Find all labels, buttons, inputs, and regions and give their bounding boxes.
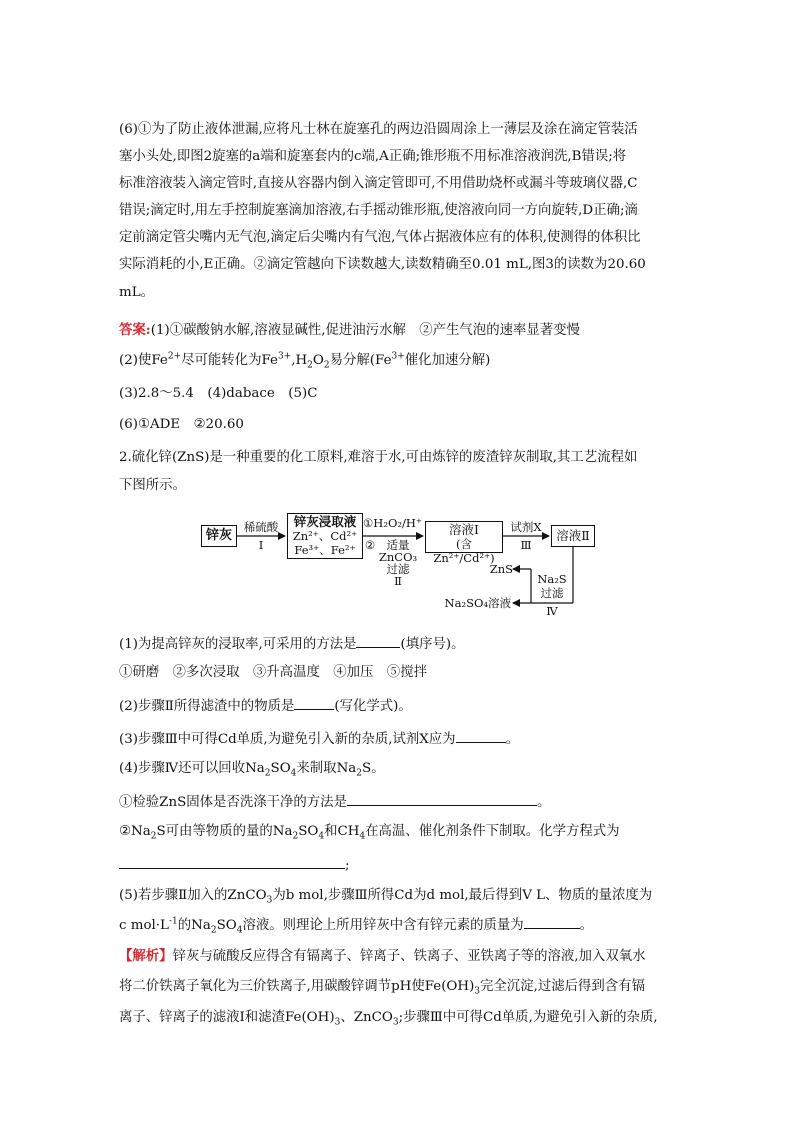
subscript: 4 xyxy=(359,831,366,842)
subscript: 2 xyxy=(307,360,313,371)
arrow-label: 过滤 xyxy=(386,562,410,576)
answer-line xyxy=(119,321,580,340)
question-line xyxy=(119,760,385,778)
answer-text: (1)①碳酸钠水解,溶液显碱性,促进油污水解 ②产生气泡的速率显著变慢 xyxy=(150,323,580,338)
product-na2so4: Na₂SO₄溶液 xyxy=(444,596,511,610)
question-line: ①研磨 ②多次浸取 ③升高温度 ④加压 ⑤搅拌 xyxy=(119,665,427,680)
answer-blank[interactable] xyxy=(294,696,334,710)
analysis-line xyxy=(119,978,645,996)
question-line xyxy=(119,729,519,749)
product-zns: ZnS xyxy=(489,562,513,576)
text-span: 锌灰与硫酸反应得含有镉离子、锌离子、铁离子、亚铁离子等的溶液,加入双氧水 xyxy=(172,949,646,964)
text-span: 。 xyxy=(536,795,551,810)
text-span: (3)步骤Ⅲ中可得Cd单质,为避免引入新的杂质,试剂X应为 xyxy=(119,732,456,747)
text-line: (6)①为了防止液体泄漏,应将凡士林在旋塞孔的两边沿圆周涂上一薄层及涂在滴定管装活 xyxy=(119,122,638,137)
text-span: 在高温、催化剂条件下制取。化学方程式为 xyxy=(365,824,620,839)
text-line: 标准溶液装入滴定管时,直接从容器内倒入滴定管即可,不用借助烧杯或漏斗等玻璃仪器,C xyxy=(119,176,638,191)
answer-line: (3)2.8～5.4 (4)dabace (5)C xyxy=(119,386,318,401)
arrow-label: ①H₂O₂/H⁺ xyxy=(363,516,422,530)
text-span: 催化加速分解) xyxy=(404,353,491,368)
text-span: ; xyxy=(345,858,350,873)
text-span: SO xyxy=(270,761,291,776)
leach-solution-box xyxy=(287,513,363,559)
text-span: ,H xyxy=(291,353,308,368)
answer-blank[interactable] xyxy=(119,855,345,869)
text-span: S可由等物质的量的Na xyxy=(156,824,293,839)
answer-line xyxy=(119,352,490,370)
subscript: 2 xyxy=(150,831,157,842)
superscript: 3+ xyxy=(391,351,405,362)
leach-ions: Fe³⁺、Fe²⁺ xyxy=(294,543,356,557)
text-line: 实际消耗的小,E正确。②滴定管越向下读数越大,读数精确至0.01 mL,图3的读数为20.60 xyxy=(119,257,646,272)
text-span: (2)步骤Ⅱ所得滤渣中的物质是 xyxy=(119,699,295,714)
text-span: ②Na xyxy=(119,824,151,839)
subscript: 4 xyxy=(236,925,243,936)
answer-blank[interactable] xyxy=(456,729,506,743)
text-span: O xyxy=(312,353,324,368)
text-span: c mol·L xyxy=(119,918,169,933)
subscript: 2 xyxy=(356,768,363,779)
answer-blank[interactable] xyxy=(347,792,537,806)
text-span: 离子、锌离子的滤液Ⅰ和滤渣Fe(OH) xyxy=(119,1010,335,1025)
superscript: 2+ xyxy=(167,351,182,362)
question-line xyxy=(119,887,652,905)
text-span: 来制取Na xyxy=(296,761,357,776)
question-line xyxy=(119,792,550,812)
reagent-label: 过滤 xyxy=(540,586,564,600)
arrow-label: Ⅰ xyxy=(258,538,264,552)
zinc-ash-box: 锌灰 xyxy=(201,525,237,547)
text-span: (4)步骤Ⅳ还可以回收Na xyxy=(119,761,265,776)
text-span: 溶液。则理论上所用锌灰中含有锌元素的质量为 xyxy=(242,918,524,933)
subscript: 2 xyxy=(292,831,299,842)
reagent-label: Ⅳ xyxy=(546,604,558,618)
arrow-label: Ⅲ xyxy=(520,538,532,552)
subscript: 3 xyxy=(334,1017,341,1028)
solution-1-ions: (含Zn²⁺/Cd²⁺) xyxy=(433,537,495,565)
text-span: 易分解(Fe xyxy=(329,353,392,368)
question-line xyxy=(119,855,350,875)
text-span: 完全沉淀,过滤后得到含有镉 xyxy=(480,979,645,994)
text-line: 错误;滴定时,用左手控制旋塞滴加溶液,右手摇动锥形瓶,使溶液向同一方向旋转,D正确;滴 xyxy=(119,203,638,218)
solution-1-box xyxy=(425,521,503,565)
analysis-line xyxy=(119,1009,658,1027)
process-flow-diagram xyxy=(201,503,596,620)
subscript: 4 xyxy=(318,831,325,842)
question-line: 下图所示。 xyxy=(119,478,186,493)
question-line: 2.硫化锌(ZnS)是一种重要的化工原料,难溶于水,可由炼锌的废渣锌灰制取,其工艺流程如 xyxy=(119,450,638,465)
answer-blank[interactable] xyxy=(356,634,400,648)
text-span: (5)若步骤Ⅱ加入的ZnCO xyxy=(119,888,267,903)
text-span: (1)为提高锌灰的浸取率,可采用的方法是 xyxy=(119,637,357,652)
text-span: (填序号)。 xyxy=(400,637,465,652)
arrow-label: Ⅱ xyxy=(394,574,402,588)
arrow-label: 稀硫酸 xyxy=(243,520,279,534)
text-span: (写化学式)。 xyxy=(334,699,412,714)
question-line xyxy=(119,634,465,654)
text-line: 定前滴定管尖嘴内无气泡,滴定后尖嘴内有气泡,气体占据液体应有的体积,使测得的体积比 xyxy=(119,230,641,245)
text-span: 和CH xyxy=(324,824,360,839)
text-span: 为b mol,步骤Ⅲ所得Cd为d mol,最后得到V L、物质的量浓度为 xyxy=(272,888,653,903)
subscript: 3 xyxy=(474,986,481,997)
subscript: 2 xyxy=(210,925,217,936)
solution-1-title: 溶液Ⅰ xyxy=(449,522,479,537)
text-span: ;步骤Ⅲ中可得Cd单质,为避免引入新的杂质, xyxy=(398,1010,658,1025)
question-line xyxy=(119,823,620,841)
subscript: 4 xyxy=(290,768,297,779)
text-span: (2)使Fe xyxy=(119,353,168,368)
subscript: 3 xyxy=(266,895,273,906)
text-span: ①检验ZnS固体是否洗涤干净的方法是 xyxy=(119,795,347,810)
reagent-label: Na₂S xyxy=(537,572,567,586)
text-span: SO xyxy=(298,824,319,839)
answer-line: (6)①ADE ②20.60 xyxy=(119,417,244,432)
superscript: -1 xyxy=(168,916,178,927)
text-span: SO xyxy=(216,918,237,933)
answer-blank[interactable] xyxy=(524,915,580,929)
arrow-label: ZnCO₃ xyxy=(378,550,418,564)
arrow-label: 试剂X xyxy=(510,520,542,534)
text-span: S。 xyxy=(362,761,385,776)
analysis-line xyxy=(119,947,646,966)
question-line xyxy=(119,915,593,935)
subscript: 3 xyxy=(392,1017,399,1028)
answer-label: 答案: xyxy=(119,322,151,338)
text-span: 、ZnCO xyxy=(340,1010,393,1025)
text-span: 。 xyxy=(579,918,594,933)
analysis-label: 【解析】 xyxy=(119,948,173,964)
text-span: 将二价铁离子氧化为三价铁离子,用碳酸锌调节pH使Fe(OH) xyxy=(119,979,475,994)
leach-title: 锌灰浸取液 xyxy=(293,514,357,529)
leach-ions: Zn²⁺、Cd²⁺ xyxy=(292,529,358,543)
text-line: 塞小头处,即图2旋塞的a端和旋塞套内的c端,A正确;锥形瓶不用标准溶液润洗,B错误;将 xyxy=(119,149,627,164)
text-line: mL。 xyxy=(119,285,154,300)
superscript: 3+ xyxy=(277,351,292,362)
question-line xyxy=(119,696,412,716)
subscript: 2 xyxy=(323,360,330,371)
arrow-label: ② xyxy=(364,538,376,552)
solution-2-box: 溶液Ⅱ xyxy=(551,525,595,547)
subscript: 2 xyxy=(264,768,271,779)
text-span: 。 xyxy=(505,732,519,747)
arrow-label: 适量 xyxy=(386,538,410,552)
text-span: 的Na xyxy=(177,918,211,933)
text-span: 尽可能转化为Fe xyxy=(181,353,278,368)
